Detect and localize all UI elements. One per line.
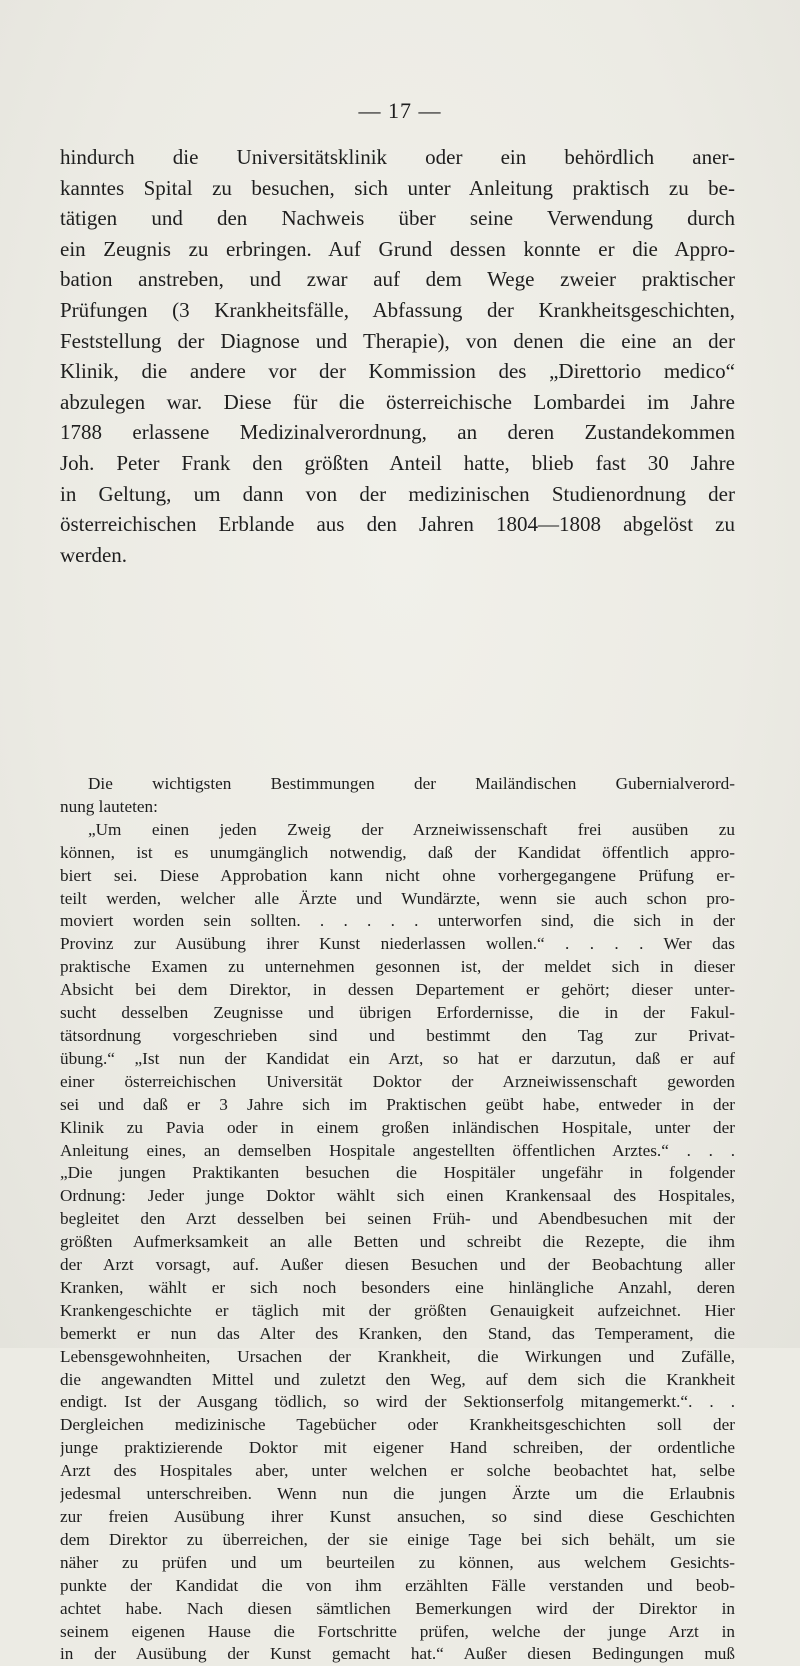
- text-line: punkte der Kandidat die von ihm erzählten Fälle verstanden und beob-: [60, 1575, 735, 1595]
- text-line: abzulegen war. Diese für die österreichische Lombardei im Jahre: [60, 389, 735, 414]
- text-line: Feststellung der Diagnose und Therapie), von denen die eine an der: [60, 328, 735, 353]
- text-line: näher zu prüfen und um beurteilen zu können, aus welchem Gesichts-: [60, 1552, 735, 1572]
- text-line: dem Direktor zu überreichen, der sie einige Tage bei sich behält, um sie: [60, 1529, 735, 1549]
- paragraph-1: [60, 142, 735, 570]
- text-line: Arzt des Hospitales aber, unter welchen er solche beobachtet hat, selbe: [60, 1461, 735, 1481]
- text-line: tätigen und den Nachweis über seine Verwendung durch: [60, 206, 735, 231]
- text-line: achtet habe. Nach diesen sämtlichen Bemerkungen wird der Direktor in: [60, 1598, 735, 1618]
- text-line: Dergleichen medizinische Tagebücher oder Krankheitsgeschichten soll der: [60, 1415, 735, 1435]
- text-line: biert sei. Diese Approbation kann nicht ohne vorhergegangene Prüfung er-: [60, 865, 735, 885]
- quotation: [60, 819, 735, 1666]
- text-line: junge praktizierende Doktor mit eigener Hand schreiben, der ordentliche: [60, 1438, 735, 1458]
- text-line: in Geltung, um dann von der medizinischen Studienordnung der: [60, 481, 735, 506]
- text-line: können, ist es unumgänglich notwendig, daß der Kandidat öffentlich appro-: [60, 842, 735, 862]
- text-line: Kranken, wählt er sich noch besonders eine hinlängliche Anzahl, deren: [60, 1277, 735, 1297]
- text-line: jedesmal unterschreiben. Wenn nun die jungen Ärzte um die Erlaubnis: [60, 1484, 735, 1504]
- text-line: „Um einen jeden Zweig der Arzneiwissenschaft frei ausüben zu: [88, 819, 735, 839]
- text-line: hindurch die Universitätsklinik oder ein behördlich aner-: [60, 145, 735, 169]
- text-line: größten Aufmerksamkeit an alle Betten und schreibt die Rezepte, die ihm: [60, 1232, 735, 1252]
- text-line: endigt. Ist der Ausgang tödlich, so wird der Sektionserfolg mitangemerkt.“. . .: [60, 1392, 735, 1412]
- text-line: praktische Examen zu unternehmen gesonnen ist, der meldet sich in dieser: [60, 957, 735, 977]
- text-line: einer österreichischen Universität Doktor der Arzneiwissenschaft geworden: [60, 1071, 735, 1091]
- text-line: zur freien Ausübung ihrer Kunst ansuchen, so sind diese Geschichten: [60, 1507, 735, 1526]
- text-line: der Arzt vorsagt, auf. Außer diesen Besuchen und der Beobachtung aller: [60, 1255, 735, 1275]
- quote-block: [60, 773, 735, 1666]
- text-line: Absicht bei dem Direktor, in dessen Departement er gehört; dieser unter-: [60, 980, 735, 1000]
- text-line: tätsordnung vorgeschrieben sind und bestimmt den Tag zur Privat-: [60, 1025, 735, 1045]
- text-line: Klinik, die andere vor der Kommission des „Direttorio medico“: [60, 359, 735, 384]
- text-line: österreichischen Erblande aus den Jahren 1804—1808 abgelöst zu: [60, 512, 735, 537]
- text-line: „Die jungen Praktikanten besuchen die Hospitäler ungefähr in folgender: [60, 1163, 735, 1183]
- paragraph-2: [60, 773, 735, 819]
- text-line: bation anstreben, und zwar auf dem Wege zweier praktischer: [60, 267, 735, 292]
- text-line: sei und daß er 3 Jahre sich im Praktischen geübt habe, entweder in der: [60, 1094, 735, 1114]
- text-line: Prüfungen (3 Krankheitsfälle, Abfassung der Krankheitsgeschichten,: [60, 297, 735, 322]
- text-line: seinem eigenen Hause die Fortschritte prüfen, welche der junge Arzt in: [60, 1621, 735, 1641]
- page-number: — 17 —: [358, 98, 442, 123]
- text-line: Lebensgewohnheiten, Ursachen der Krankheit, die Wirkungen und Zufälle,: [60, 1346, 735, 1366]
- text-line: Anleitung eines, an demselben Hospitale angestellten öffentlichen Arztes.“ . . .: [60, 1140, 735, 1160]
- text-line: Die wichtigsten Bestimmungen der Mailändischen Gubernialverord-: [88, 774, 735, 793]
- text-line: teilt werden, welcher alle Ärzte und Wundärzte, wenn sie auch schon pro-: [60, 888, 735, 908]
- text-line: Provinz zur Ausübung ihrer Kunst niederlassen wollen.“ . . . . Wer das: [60, 934, 735, 954]
- text-line: Klinik zu Pavia oder in einem großen inländischen Hospitale, unter der: [60, 1117, 735, 1137]
- text-line: kanntes Spital zu besuchen, sich unter Anleitung praktisch zu be-: [60, 175, 735, 200]
- text-line: Krankengeschichte er täglich mit der größten Genauigkeit aufzeichnet. Hier: [60, 1300, 735, 1320]
- text-line: die angewandten Mittel und zuletzt den Weg, auf dem sich die Krankheit: [60, 1369, 735, 1389]
- text-line: Joh. Peter Frank den größten Anteil hatte, blieb fast 30 Jahre: [60, 450, 735, 475]
- text-line: ein Zeugnis zu erbringen. Auf Grund dessen konnte er die Appro-: [60, 236, 735, 261]
- text-line: Ordnung: Jeder junge Doktor wählt sich einen Krankensaal des Hospitales,: [60, 1186, 735, 1206]
- text-line: werden.: [60, 542, 128, 567]
- text-line: sucht desselben Zeugnisse und übrigen Erfordernisse, die in der Fakul-: [60, 1003, 735, 1023]
- text-line: begleitet den Arzt desselben bei seinen Früh- und Abendbesuchen mit der: [60, 1209, 735, 1229]
- text-line: moviert worden sein sollten. . . . . . unterworfen sind, die sich in der: [60, 911, 735, 931]
- text-line: bemerkt er nun das Alter des Kranken, den Stand, das Temperament, die: [60, 1323, 735, 1343]
- text-line: nung lauteten:: [60, 796, 158, 816]
- text-line: übung.“ „Ist nun der Kandidat ein Arzt, so hat er darzutun, daß er auf: [60, 1048, 735, 1068]
- text-line: 1788 erlassene Medizinalverordnung, an deren Zustandekommen: [60, 420, 735, 445]
- text-line: in der Ausübung der Kunst gemacht hat.“ Außer diesen Bedingungen muß: [60, 1644, 735, 1664]
